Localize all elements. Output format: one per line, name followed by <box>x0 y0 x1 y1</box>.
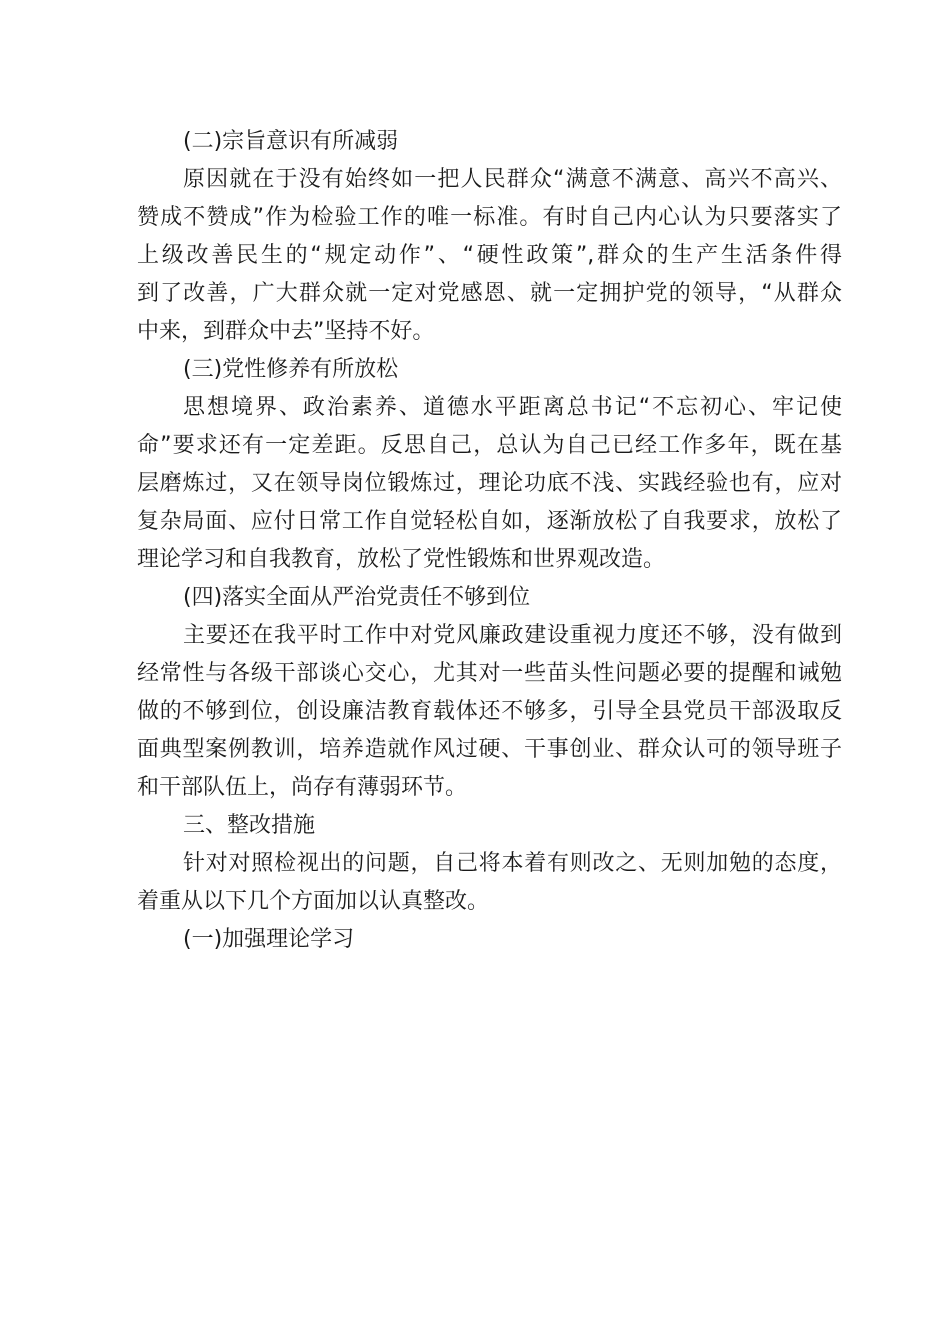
paragraph-line: 到了改善，广大群众就一定对党感恩、就一定拥护党的领导，“从群众 <box>137 281 842 306</box>
paragraph-line: 针对对照检视出的问题，自己将本着有则改之、无则加勉的态度， <box>183 851 842 876</box>
section-heading: (一)加强理论学习 <box>183 927 355 952</box>
paragraph-line: 着重从以下几个方面加以认真整改。 <box>137 889 490 914</box>
paragraph-line: 复杂局面、应付日常工作自觉轻松自如，逐渐放松了自我要求，放松了 <box>137 509 842 534</box>
paragraph-line: 主要还在我平时工作中对党风廉政建设重视力度还不够，没有做到 <box>183 623 842 648</box>
section-heading: (三)党性修养有所放松 <box>183 357 399 382</box>
paragraph-line: 和干部队伍上，尚存有薄弱环节。 <box>137 775 468 800</box>
paragraph-line: 原因就在于没有始终如一把人民群众“满意不满意、高兴不高兴、 <box>183 167 842 192</box>
paragraph-line: 命”要求还有一定差距。反思自己，总认为自己已经工作多年，既在基 <box>137 433 842 458</box>
section-heading: (二)宗旨意识有所减弱 <box>183 129 399 154</box>
section-heading: (四)落实全面从严治党责任不够到位 <box>183 585 531 610</box>
paragraph-line: 上级改善民生的“规定动作”、“硬性政策”,群众的生产生活条件得 <box>137 243 842 268</box>
paragraph-line: 赞成不赞成”作为检验工作的唯一标准。有时自己内心认为只要落实了 <box>137 205 842 230</box>
paragraph-line: 思想境界、政治素养、道德水平距离总书记“不忘初心、牢记使 <box>183 395 842 420</box>
paragraph-line: 中来，到群众中去”坚持不好。 <box>137 319 435 344</box>
paragraph-line: 面典型案例教训，培养造就作风过硬、干事创业、群众认可的领导班子 <box>137 737 842 762</box>
paragraph-line: 经常性与各级干部谈心交心，尤其对一些苗头性问题必要的提醒和诫勉 <box>137 661 842 686</box>
paragraph-line: 理论学习和自我教育，放松了党性锻炼和世界观改造。 <box>137 547 666 572</box>
section-heading: 三、整改措施 <box>183 813 316 838</box>
paragraph-line: 层磨炼过，又在领导岗位锻炼过，理论功底不浅、实践经验也有，应对 <box>137 471 842 496</box>
paragraph-line: 做的不够到位，创设廉洁教育载体还不够多，引导全县党员干部汲取反 <box>137 699 842 724</box>
